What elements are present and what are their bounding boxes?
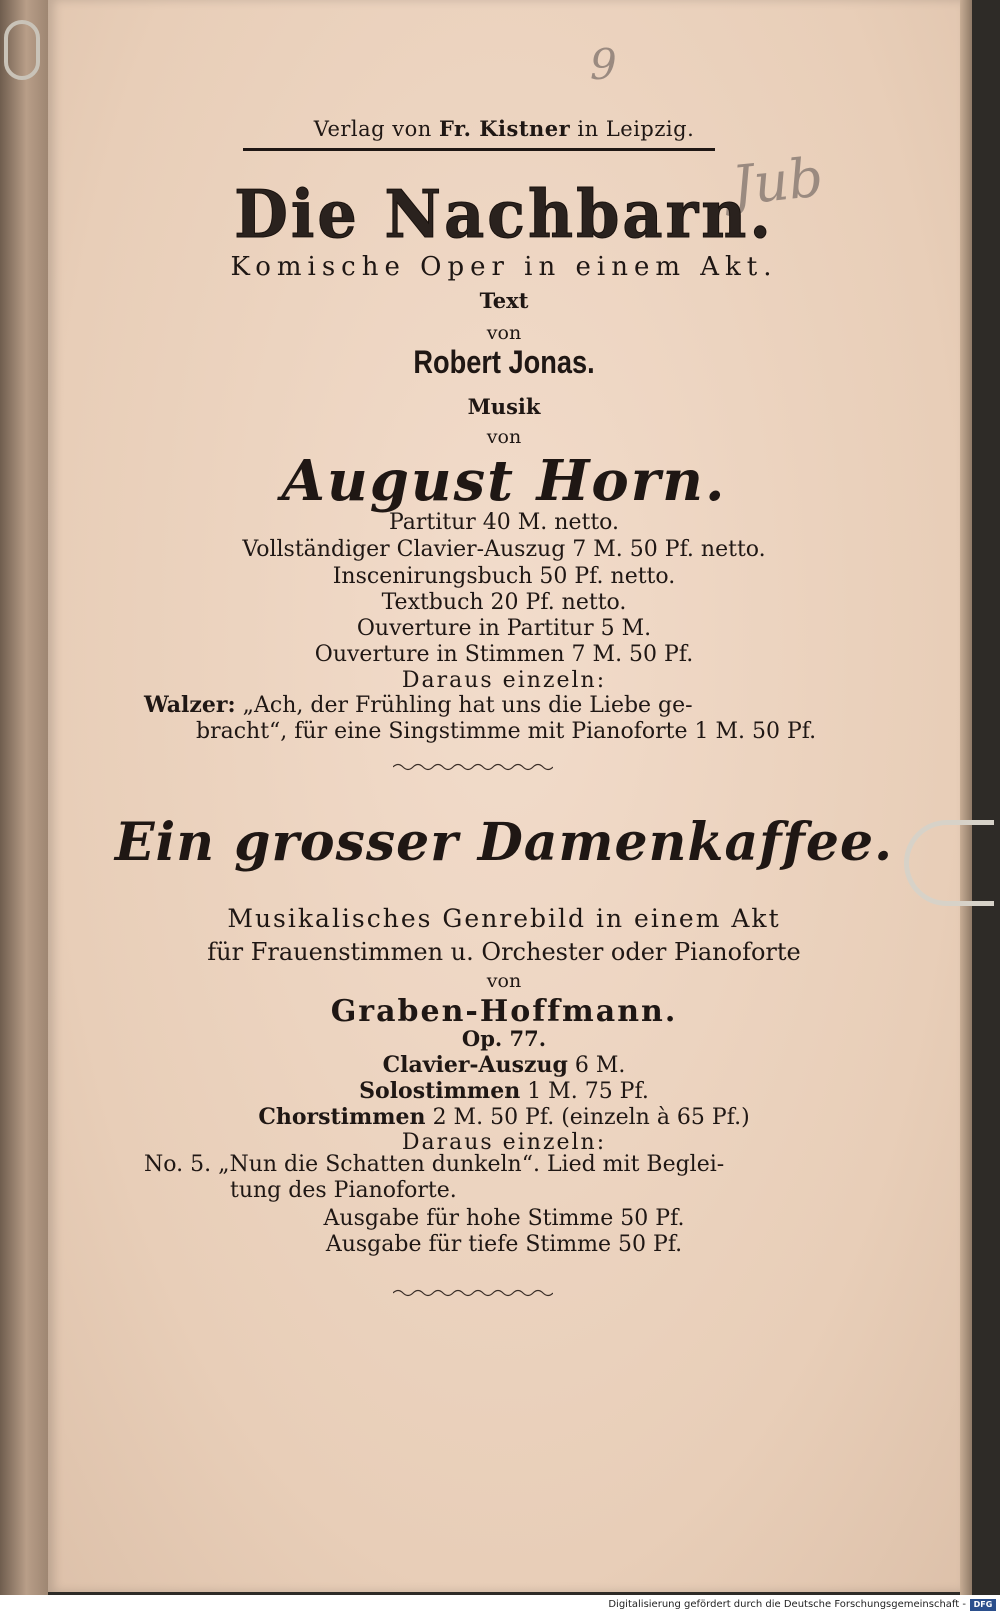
- publisher-name: Fr. Kistner: [438, 116, 571, 141]
- work2-item: [48, 1078, 960, 1104]
- walzer-label: Walzer:: [144, 692, 236, 718]
- work1-extract-label: Daraus einzeln:: [401, 668, 607, 693]
- work2-item: [48, 1052, 960, 1078]
- item-label: Clavier-Auszug: [382, 1052, 568, 1078]
- work1-subtitle: Komische Oper in einem Akt.: [230, 252, 778, 282]
- work2-no5-entry: [144, 1152, 874, 1204]
- binding-ring: [4, 20, 40, 80]
- work2-composer: Graben-Hoffmann.: [330, 994, 678, 1029]
- work1-von-1: von: [486, 322, 522, 344]
- footer-credit: Digitalisierung gefördert durch die Deutsche Forschungsgemeinschaft -: [608, 1599, 966, 1610]
- work1-von-2: von: [486, 426, 522, 448]
- work2-extract-label: Daraus einzeln:: [401, 1130, 607, 1155]
- work1-item: Ouverture in Stimmen 7 M. 50 Pf.: [314, 642, 694, 667]
- work1-title: Die Nachbarn.: [234, 176, 774, 253]
- publisher-suffix: in Leipzig.: [577, 117, 695, 141]
- work1-item: Ouverture in Partitur 5 M.: [356, 616, 652, 641]
- item-label: Solostimmen: [359, 1078, 521, 1104]
- work1-item: Vollständiger Clavier-Auszug 7 M. 50 Pf. netto.: [242, 537, 766, 562]
- book-binding: [0, 0, 48, 1595]
- work1-item: Textbuch 20 Pf. netto.: [381, 590, 627, 615]
- no5-line-2: tung des Pianoforte.: [230, 1178, 457, 1203]
- walzer-text-1: „Ach, der Frühling hat uns die Liebe ge-: [242, 693, 693, 718]
- item-price: 1 M. 75 Pf.: [527, 1079, 649, 1104]
- work2-subtitle-1: Musikalisches Genrebild in einem Akt: [227, 904, 781, 933]
- pencil-note: Jub: [728, 145, 827, 218]
- pencil-page-number: 9: [590, 40, 617, 89]
- work1-item: Inscenirungsbuch 50 Pf. netto.: [332, 564, 676, 589]
- work1-music-label: Musik: [467, 394, 541, 419]
- ornament-divider: [393, 762, 553, 772]
- work2-opus: Op. 77.: [461, 1026, 547, 1051]
- digitization-footer: [0, 1595, 1000, 1615]
- item-label: Chorstimmen: [258, 1104, 426, 1130]
- publisher-rule: [243, 148, 715, 151]
- work1-text-label: Text: [479, 288, 529, 313]
- walzer-text-2: bracht“, für eine Singstimme mit Pianoforte 1 M. 50 Pf.: [196, 719, 817, 744]
- item-price: 2 M. 50 Pf. (einzeln à 65 Pf.): [432, 1105, 750, 1130]
- work2-von: von: [486, 970, 522, 992]
- publisher-line: [48, 116, 960, 141]
- work2-item: [48, 1104, 960, 1130]
- item-price: 6 M.: [574, 1053, 626, 1078]
- page-edge: [960, 0, 972, 1595]
- work1-composer: August Horn.: [281, 448, 727, 514]
- work1-walzer-entry: [144, 692, 874, 745]
- ornament-divider: [393, 1288, 553, 1298]
- work2-edition: Ausgabe für hohe Stimme 50 Pf.: [323, 1206, 685, 1231]
- publisher-prefix: Verlag von: [313, 117, 432, 141]
- no5-line-1: No. 5. „Nun die Schatten dunkeln“. Lied mit Beglei-: [144, 1152, 725, 1177]
- work2-edition: Ausgabe für tiefe Stimme 50 Pf.: [325, 1232, 683, 1257]
- work2-subtitle-2: für Frauenstimmen u. Orchester oder Pianoforte: [207, 938, 801, 966]
- dfg-logo: DFG: [970, 1599, 996, 1611]
- work2-title: Ein grosser Damenkaffee.: [114, 812, 894, 873]
- work1-item: Partitur 40 M. netto.: [388, 510, 620, 535]
- work1-librettist: Robert Jonas.: [413, 344, 595, 380]
